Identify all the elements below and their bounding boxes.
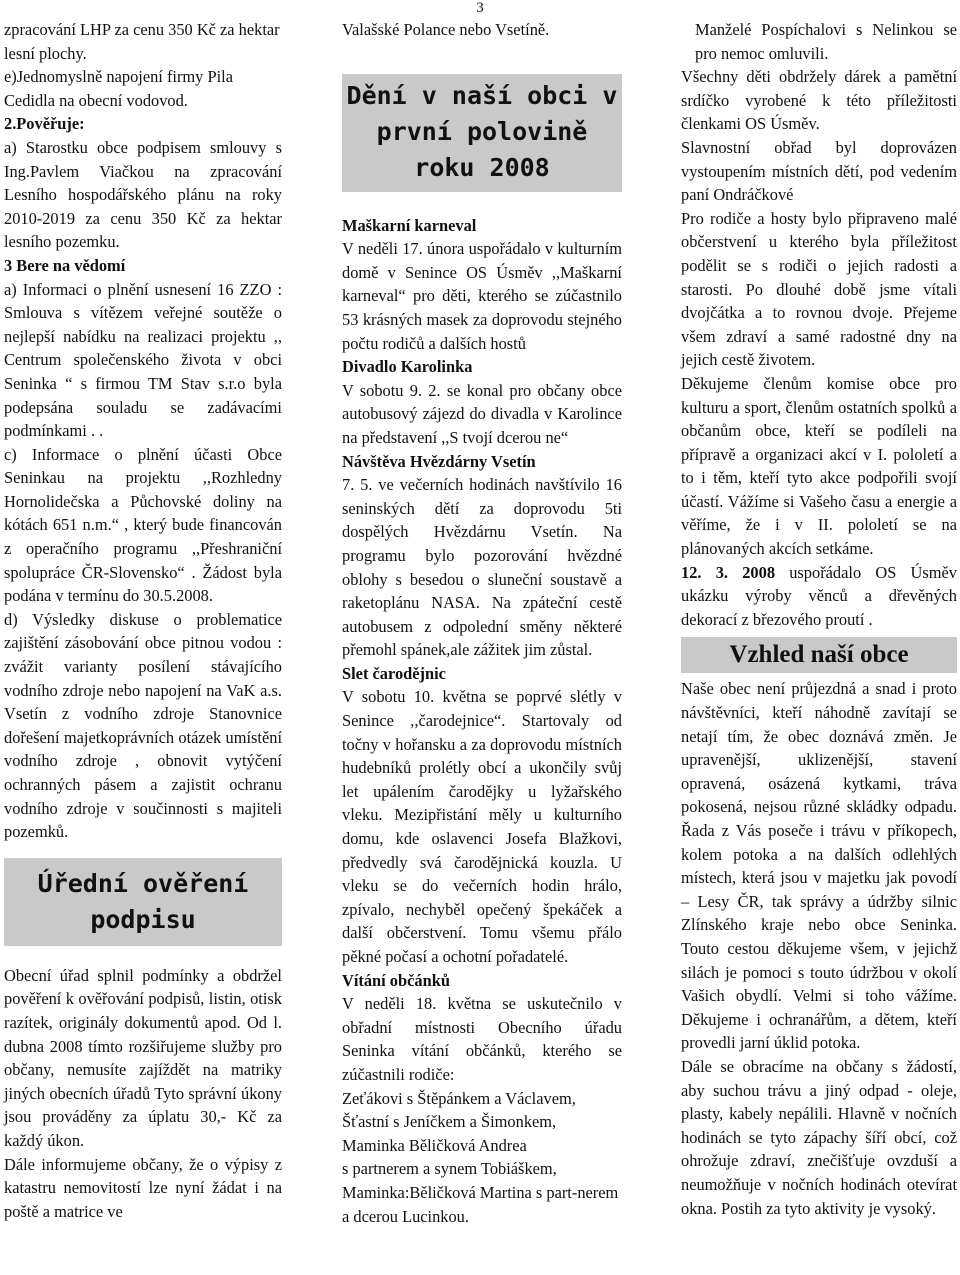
page-number: 3 <box>476 0 484 16</box>
event-heading: Vítání občánků <box>342 970 450 990</box>
paragraph: Děkujeme členům komise obce pro kulturu a sport, členům ostatních spolků a občanům obce, kteří se podíleli na přípravě a organizaci akcí v I. pololetí a to i těm, kteří tyto akce podpořili svojí účastí. Vážíme si Vašeho času a energie a věříme, že i v II. pololetí se na plánovaných akcích setkáme. <box>681 373 957 559</box>
list-item: Zeťákovi s Štěpánkem a Václavem, <box>342 1088 576 1108</box>
paragraph: Obecní úřad splnil podmínky a obdržel pověření k ověřování podpisů, listin, otisk razítek, originály dokumentů apod. Od l. dubna 2008 tímto rozšiřujeme služby pro občany, nemusíte zajíždět na matriky jiných obecních úřadů Tyto správní úkony jsou prováděny za úplatu 30,- Kč za každý úkon. <box>4 965 282 1150</box>
paragraph: e)Jednomyslně napojení firmy Pila Cedidla na obecní vodovod. <box>4 67 233 110</box>
paragraph: Dále se obracíme na občany s žádostí, aby suchou trávu a jiný odpad - oleje, plasty, kabely nepálili. Hlavně v nočních hodinách se tyto zápachy šíří obcí, což ohrožuje zdraví, znečišťuje ovzduší a neumožňuje v nočních hodinách otevírat okna. Postih za tyto aktivity je vysoký. <box>681 1056 957 1218</box>
paragraph: Naše obec není průjezdná a snad i proto návštěvníci, kteří náhodně zavítají se netají tím, že obec doznává změn. Je upravenější, uklizenější, stavení opravená, osázená kytkami, tráva pokosená, nejsou různé skládky odpadu. Řada z Vás poseče i trávu v příkopech, kolem potoka a na dalších odlehlých místech, která jsou v majetku jak povodí – Lesy ČR, tak správy a údržby silnic Zlínského kraje nebo obce Seninka. Touto cestou děkujeme všem, v jejichž silách je pomoci s touto údržbou v okolí Vašich obydlí. Velmi si toho vážíme. Děkujeme i ochranářům, a dětem, kteří provedli jarní úklid potoka. <box>681 679 957 1053</box>
paragraph: Všechny děti obdržely dárek a pamětní srdíčko vyrobené k této příležitosti členkami OS Úsměv. <box>681 67 957 134</box>
column-right <box>681 18 957 1220</box>
resolution-heading: 2.Pověřuje: <box>4 114 85 134</box>
paragraph-text: uspořádalo OS Úsměv ukázku výroby věnců a dřevěných dekorací z březového proutí . <box>681 562 957 629</box>
resolution-heading: 3 Bere na vědomí <box>4 255 126 275</box>
section-banner-events: Dění v naší obci v první polovině roku 2008 <box>342 74 622 192</box>
paragraph: Dále informujeme občany, že o výpisy z katastru nemovitostí lze nyní žádat i na poště a matrice ve <box>4 1154 282 1221</box>
event-heading: Slet čarodějnic <box>342 663 446 683</box>
paragraph: V sobotu 9. 2. se konal pro občany obce autobusový zájezd do divadla v Karolince na představení ,,S tvojí dcerou ne“ <box>342 380 622 447</box>
paragraph: V neděli 17. února uspořádalo v kulturním domě v Senince OS Úsměv ,,Maškarní karneval“ pro děti, kterého se zúčastnilo 53 krásných masek za doprovodu stejného počtu rodičů a dalších hostů <box>342 239 622 353</box>
paragraph: c) Informace o plnění účasti Obce Seninkau na projektu ,,Rozhledny Hornolidečska a Půchovské doliny na kótách 651 n.m.“ , který bude financován z operačního programu ,,Přeshraniční spolupráce ČR-Slovensko“ . Žádost byla podána v termínu do 30.5.2008. <box>4 444 282 606</box>
paragraph: a) Informaci o plnění usnesení 16 ZZO : Smlouva s vítězem veřejné soutěže o nejlepší nabídku na realizaci projektu ,, Centrum společenského života v obci Seninka “ s firmou TM Stav s.r.o byla podepsána souladu se zadávacími podmínkami . . <box>4 279 282 441</box>
event-heading: Maškarní karneval <box>342 215 477 235</box>
paragraph: a) Starostku obce podpisem smlouvy s Ing.Pavlem Viačkou na zpracování Lesního hospodářského plánu na roky 2010-2019 za cenu 350 Kč za hektar lesního pozemku. <box>4 137 282 252</box>
paragraph <box>681 561 957 632</box>
paragraph: Manželé Pospíchalovi s Nelinkou se pro nemoc omluvili. <box>695 20 957 63</box>
column-left <box>4 18 282 1223</box>
event-heading: Návštěva Hvězdárny Vsetín <box>342 451 536 471</box>
event-date: 12. 3. 2008 <box>681 562 776 582</box>
event-heading: Divadlo Karolinka <box>342 357 473 377</box>
list-item: Maminka:Běličková Martina s part-nerem a dcerou Lucinkou. <box>342 1182 619 1226</box>
paragraph: V sobotu 10. května se poprvé slétly v Senince ,,čarodejnice“. Startovaly od točny v hořansku a za doprovodu místních hudebníků prolétly obcí a ukončily svůj let upálením čarodějky u lyžařského vleku. Mezipřistání měly u kulturního domu, kde oslavenci Josefa Blažkovi, předvedly svá čarodějnická kouzla. U vleku se do večerních hodin hrálo, zpívalo, nechyběl opečený špekáček a další občerstvení. Tomu všemu přálo pěkné počasí a ochotní pořadatelé. <box>342 687 622 966</box>
paragraph: zpracování LHP za cenu 350 Kč za hektar lesní plochy. <box>4 20 280 63</box>
paragraph: Slavnostní obřad byl doprovázen vystoupením místních dětí, pod vedením paní Ondráčkové <box>681 137 957 205</box>
list-item: Maminka Běličková Andrea <box>342 1135 527 1155</box>
paragraph: V neděli 18. května se uskutečnilo v obřadní místnosti Obecního úřadu Seninka vítání občánků, kterého se zúčastnili rodiče: <box>342 994 622 1084</box>
column-middle <box>342 18 622 1228</box>
paragraph: Pro rodiče a hosty bylo připraveno malé občerstvení u kterého byla příležitost podělit se s rodiči o jejich radosti a starosti. Po dlouhé době jsme vítali dvojčátka a to rovnou dvoje. Přejeme všem zdraví a samé radostné dny na jejich cestě životem. <box>681 208 957 370</box>
section-banner-signature: Úřední ověření podpisu <box>4 858 282 946</box>
paragraph: 7. 5. ve večerních hodinách navštívilo 16 seninských dětí za doprovodu 5ti dospělých Hvězdárnu Vsetín. Na programu bylo pozorování hvězdné oblohy s besedou o sluneční soustavě a raketoplánu NASA. Na zpáteční cestě autobusem z odpolední směny některé přemohl spánek,ale zážitek jim zůstal. <box>342 475 622 660</box>
list-item: s partnerem a synem Tobiáškem, <box>342 1159 557 1179</box>
paragraph: d) Výsledky diskuse o problematice zajištění zásobování obce pitnou vodou : zvážit varianty posílení stávajícího vodního zdroje nebo napojení na VaK a.s. Vsetín z vodního zdroje Stanovnice dořešení majetkoprávních otázek umístění vodního zdroje , obnovit vytýčení ochranných pásem a zajistit ochranu vodního zdroje v součinnosti s majiteli pozemků. <box>4 609 282 842</box>
paragraph: Valašské Polance nebo Vsetíně. <box>342 20 550 39</box>
section-banner-appearance: Vzhled naší obce <box>681 637 957 673</box>
list-item: Šťastní s Jeníčkem a Šimonkem, <box>342 1112 557 1132</box>
